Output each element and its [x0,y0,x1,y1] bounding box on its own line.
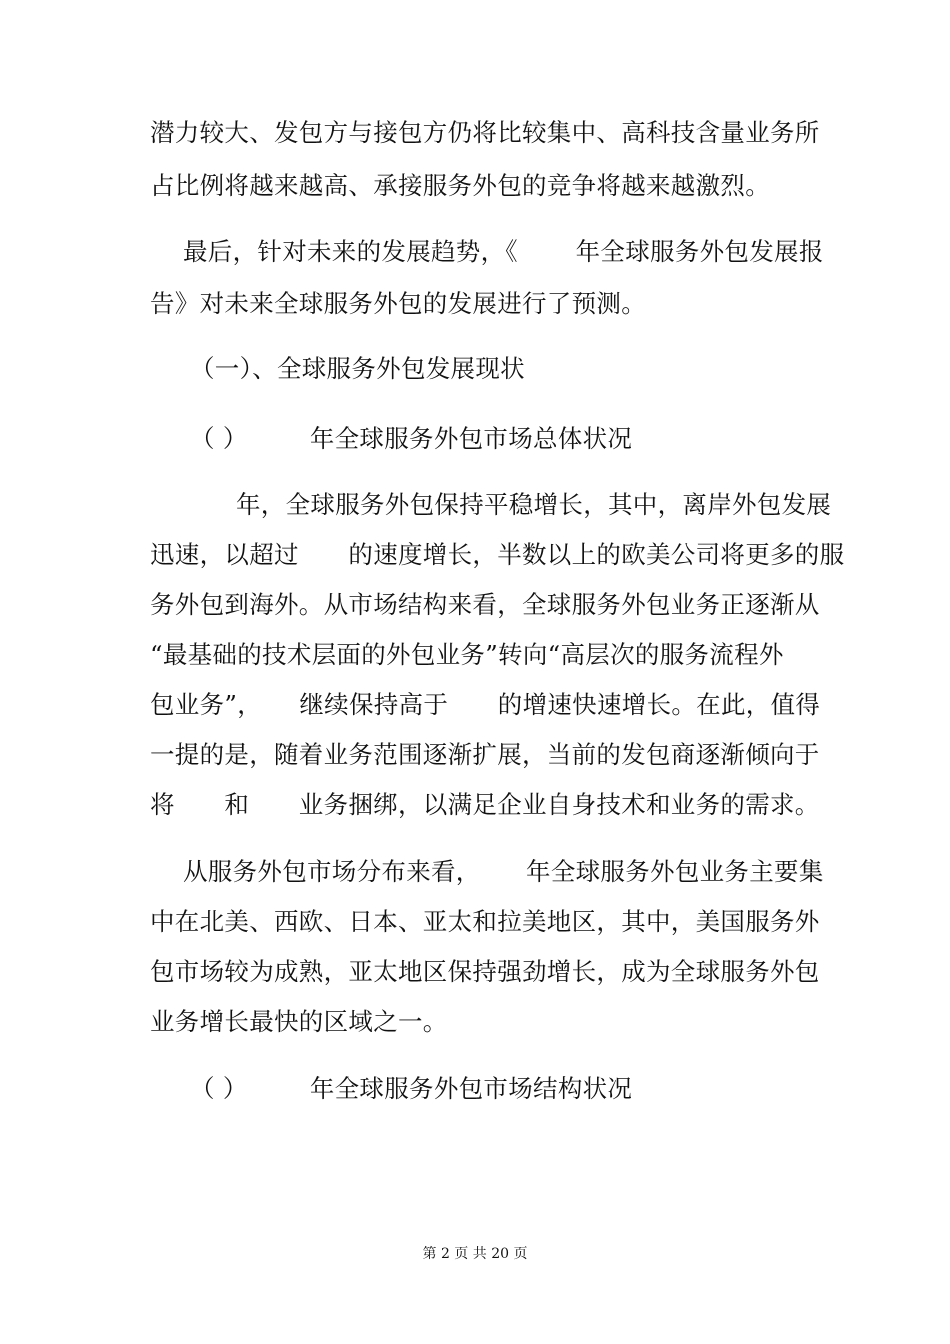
paragraph-3-line-4: “最基础的技术层面的外包业务”转向“高层次的服务流程外 [150,640,784,669]
section-heading-1: （一）、全球服务外包发展现状 [190,354,525,383]
section-heading-2: （ ） 年全球服务外包市场总体状况 [190,424,633,453]
paragraph-2-line-2: 告》对未来全球服务外包的发展进行了预测。 [150,289,646,318]
paragraph-4-line-2: 中在北美、西欧、日本、亚太和拉美地区，其中，美国服务外 [150,907,820,936]
paragraph-1-line-2: 占比例将越来越高、承接服务外包的竞争将越来越激烈。 [150,171,770,200]
paragraph-3-line-1: 年，全球服务外包保持平稳增长，其中，离岸外包发展 [236,490,832,519]
paragraph-4-line-1: 从服务外包市场分布来看， 年全球服务外包业务主要集 [183,857,824,886]
paragraph-3-line-6: 一提的是，随着业务范围逐渐扩展，当前的发包商逐渐倾向于 [150,740,820,769]
paragraph-2-line-1: 最后，针对未来的发展趋势，《 年全球服务外包发展报 [183,237,824,266]
section-heading-3: （ ） 年全球服务外包市场结构状况 [190,1074,633,1103]
paragraph-1-line-1: 潜力较大、发包方与接包方仍将比较集中、高科技含量业务所 [150,118,820,147]
paragraph-3-line-3: 务外包到海外。从市场结构来看，全球服务外包业务正逐渐从 [150,590,820,619]
paragraph-4-line-3: 包市场较为成熟，亚太地区保持强劲增长，成为全球服务外包 [150,957,820,986]
paragraph-3-line-2: 迅速，以超过 的速度增长，半数以上的欧美公司将更多的服 [150,540,845,569]
paragraph-3-line-7: 将 和 业务捆绑，以满足企业自身技术和业务的需求。 [150,790,820,819]
paragraph-3-line-5: 包业务”， 继续保持高于 的增速快速增长。在此，值得 [150,690,821,719]
paragraph-4-line-4: 业务增长最快的区域之一。 [150,1007,448,1036]
page-number-footer: 第 2 页 共 20 页 [422,1246,528,1262]
